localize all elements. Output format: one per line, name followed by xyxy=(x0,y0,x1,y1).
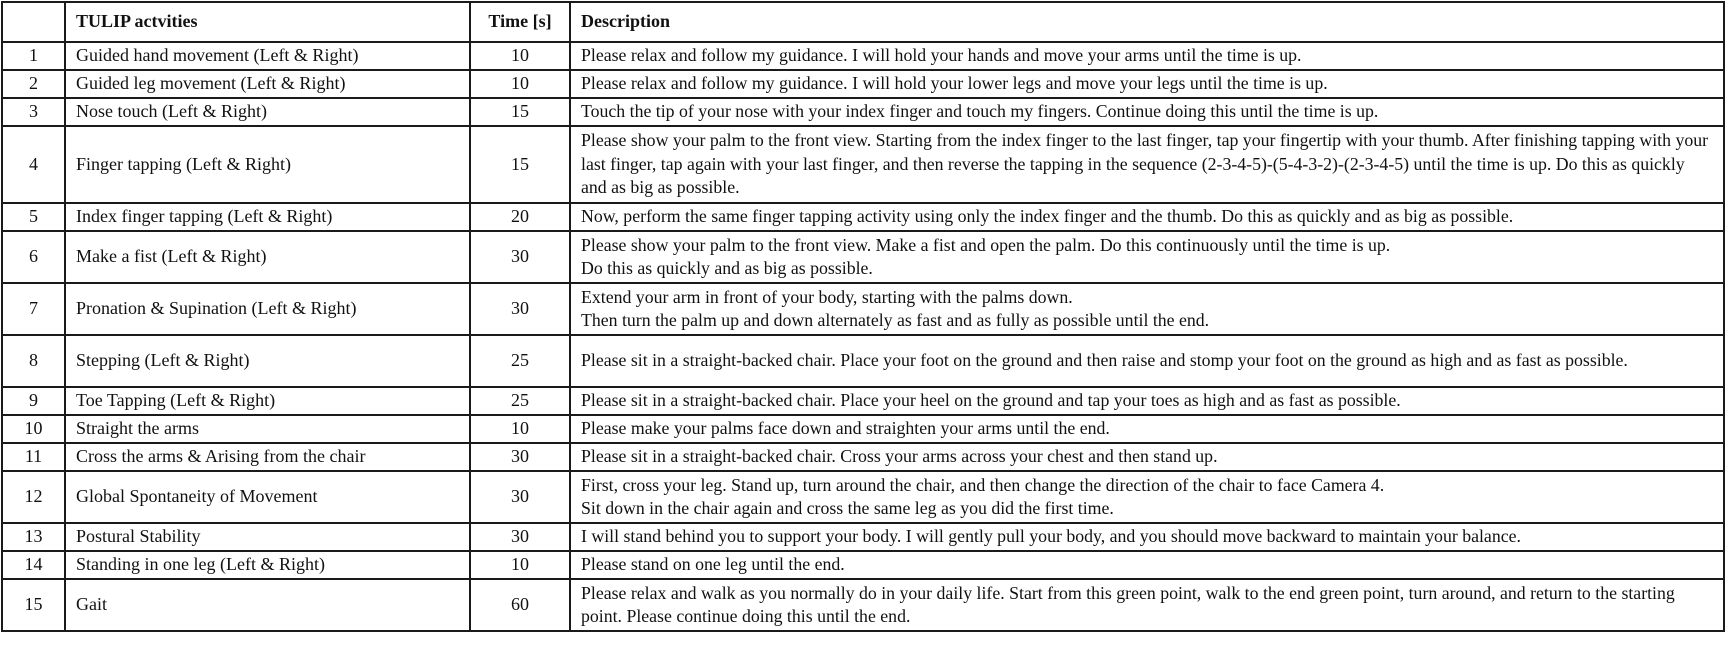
row-description: Touch the tip of your nose with your index finger and touch my fingers. Continue doing this until the time is up. xyxy=(570,98,1724,126)
table-row xyxy=(2,551,1724,579)
row-description: Please relax and follow my guidance. I will hold your hands and move your arms until the time is up. xyxy=(570,42,1724,70)
table-row xyxy=(2,70,1724,98)
row-activity: Straight the arms xyxy=(65,415,470,443)
row-time: 60 xyxy=(470,579,570,631)
row-time: 10 xyxy=(470,42,570,70)
table-row xyxy=(2,231,1724,283)
table-row xyxy=(2,42,1724,70)
header-activity: TULIP actvities xyxy=(65,2,470,42)
row-activity: Guided leg movement (Left & Right) xyxy=(65,70,470,98)
row-number: 10 xyxy=(2,415,65,443)
header-number xyxy=(2,2,65,42)
row-number: 1 xyxy=(2,42,65,70)
row-description: Please stand on one leg until the end. xyxy=(570,551,1724,579)
row-description: Please relax and walk as you normally do in your daily life. Start from this green point, walk to the end green point, turn around, and return to the starting point. Please continue doing this until the end. xyxy=(570,579,1724,631)
header-row xyxy=(2,2,1724,42)
row-number: 12 xyxy=(2,471,65,523)
table-row xyxy=(2,579,1724,631)
row-activity: Stepping (Left & Right) xyxy=(65,335,470,387)
row-number: 11 xyxy=(2,443,65,471)
table-row xyxy=(2,126,1724,203)
table-row xyxy=(2,203,1724,231)
row-activity: Gait xyxy=(65,579,470,631)
row-time: 25 xyxy=(470,335,570,387)
row-time: 10 xyxy=(470,415,570,443)
header-time: Time [s] xyxy=(470,2,570,42)
row-activity: Global Spontaneity of Movement xyxy=(65,471,470,523)
table-row xyxy=(2,387,1724,415)
row-activity: Finger tapping (Left & Right) xyxy=(65,126,470,203)
row-description: Please relax and follow my guidance. I will hold your lower legs and move your legs until the time is up. xyxy=(570,70,1724,98)
row-time: 30 xyxy=(470,471,570,523)
row-activity: Index finger tapping (Left & Right) xyxy=(65,203,470,231)
table-row xyxy=(2,443,1724,471)
row-number: 15 xyxy=(2,579,65,631)
row-number: 2 xyxy=(2,70,65,98)
row-description: Please sit in a straight-backed chair. Place your heel on the ground and tap your toes as high and as fast as possible. xyxy=(570,387,1724,415)
row-description: Now, perform the same finger tapping activity using only the index finger and the thumb. Do this as quickly and as big as possible. xyxy=(570,203,1724,231)
row-description: I will stand behind you to support your body. I will gently pull your body, and you should move backward to maintain your balance. xyxy=(570,523,1724,551)
row-description: Please sit in a straight-backed chair. Cross your arms across your chest and then stand up. xyxy=(570,443,1724,471)
row-number: 7 xyxy=(2,283,65,335)
row-time: 30 xyxy=(470,523,570,551)
table-row xyxy=(2,335,1724,387)
row-number: 13 xyxy=(2,523,65,551)
row-description: First, cross your leg. Stand up, turn around the chair, and then change the direction of the chair to face Camera 4. Sit down in the chair again and cross the same leg as you did the first time. xyxy=(570,471,1724,523)
table-row xyxy=(2,283,1724,335)
row-activity: Postural Stability xyxy=(65,523,470,551)
table-header xyxy=(2,2,1724,42)
header-description: Description xyxy=(570,2,1724,42)
row-time: 30 xyxy=(470,443,570,471)
row-time: 30 xyxy=(470,283,570,335)
row-activity: Nose touch (Left & Right) xyxy=(65,98,470,126)
row-activity: Pronation & Supination (Left & Right) xyxy=(65,283,470,335)
row-description: Please sit in a straight-backed chair. Place your foot on the ground and then raise and stomp your foot on the ground as high and as fast as possible. xyxy=(570,335,1724,387)
table-row xyxy=(2,471,1724,523)
row-time: 10 xyxy=(470,551,570,579)
row-time: 10 xyxy=(470,70,570,98)
row-description: Extend your arm in front of your body, starting with the palms down. Then turn the palm up and down alternately as fast and as fully as possible until the end. xyxy=(570,283,1724,335)
row-activity: Make a fist (Left & Right) xyxy=(65,231,470,283)
row-number: 8 xyxy=(2,335,65,387)
row-activity: Guided hand movement (Left & Right) xyxy=(65,42,470,70)
row-activity: Standing in one leg (Left & Right) xyxy=(65,551,470,579)
row-time: 30 xyxy=(470,231,570,283)
row-time: 20 xyxy=(470,203,570,231)
row-number: 4 xyxy=(2,126,65,203)
row-number: 3 xyxy=(2,98,65,126)
row-time: 25 xyxy=(470,387,570,415)
row-description: Please make your palms face down and straighten your arms until the end. xyxy=(570,415,1724,443)
row-number: 9 xyxy=(2,387,65,415)
row-activity: Toe Tapping (Left & Right) xyxy=(65,387,470,415)
row-time: 15 xyxy=(470,126,570,203)
tulip-activities-table xyxy=(1,1,1725,632)
table-row xyxy=(2,98,1724,126)
row-number: 5 xyxy=(2,203,65,231)
table-row xyxy=(2,523,1724,551)
table-body xyxy=(2,42,1724,631)
row-number: 14 xyxy=(2,551,65,579)
row-description: Please show your palm to the front view. Starting from the index finger to the last finger, tap your fingertip with your thumb. After finishing tapping with your last finger, tap again with your last finger, and then reverse the tapping in the sequence (2-3-4-5)-(5-4-3-2)-(2-3-4-5) until the time is up. Do this as quickly and as big as possible. xyxy=(570,126,1724,203)
row-number: 6 xyxy=(2,231,65,283)
row-activity: Cross the arms & Arising from the chair xyxy=(65,443,470,471)
row-description: Please show your palm to the front view. Make a fist and open the palm. Do this continuously until the time is up. Do this as quickly and as big as possible. xyxy=(570,231,1724,283)
row-time: 15 xyxy=(470,98,570,126)
table-row xyxy=(2,415,1724,443)
